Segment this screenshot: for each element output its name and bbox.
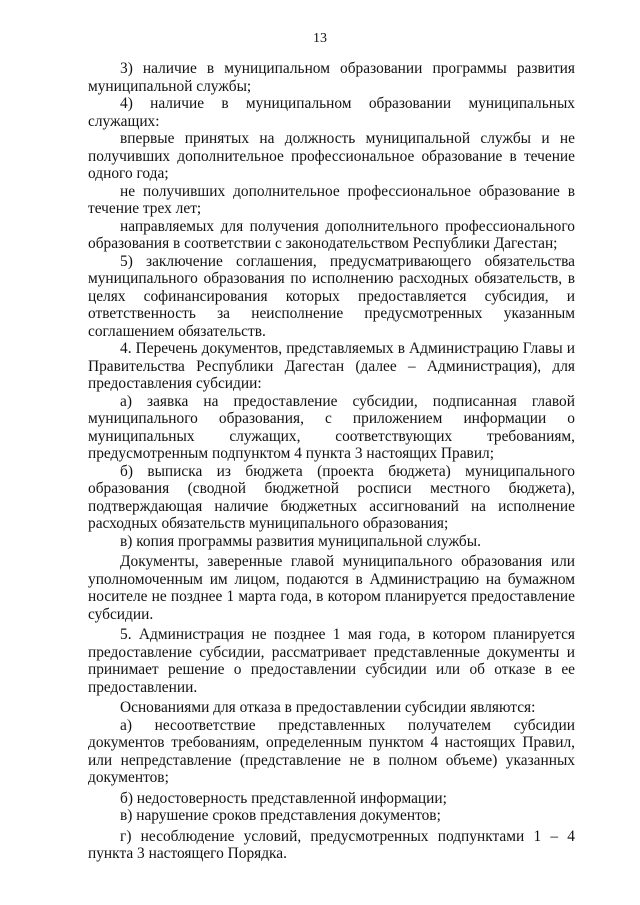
paragraph-refusal-g: г) несоблюдение условий, предусмотренных подпунктами 1 – 4 пункта 3 настоящего Порядка. [88, 827, 575, 862]
paragraph-item-v-program-copy: в) копия программы развития муниципальной службы. [120, 532, 481, 550]
paragraph-section-4: 4. Перечень документов, представляемых в Администрацию Главы и Правительства Республики Дагестан (далее – Администрация), для предоставления субсидии: [88, 340, 575, 392]
paragraph-item-4: 4) наличие в муниципальном образовании муниципальных служащих: [88, 95, 575, 130]
page-number: 13 [313, 31, 327, 46]
paragraph-item-3: 3) наличие в муниципальном образовании программы развития муниципальной службы; [88, 60, 575, 95]
document-body [88, 60, 575, 863]
paragraph-refusal-a: а) несоответствие представленных получателем субсидии документов требованиям, определенным пунктом 4 настоящих Правил, или непредставление (представление не в полном объеме) указанных документов; [88, 716, 575, 786]
paragraph-first-time-employees: впервые принятых на должность муниципальной службы и не получивших дополнительное профессиональное образование в течение одного года; [88, 130, 575, 182]
paragraph-documents-submission: Документы, заверенные главой муниципального образования или уполномоченным им лицом, подаются в Администрацию на бумажном носителе не позднее 1 марта года, в котором планируется предоставление субсидии. [88, 553, 575, 623]
paragraph-refusal-grounds: Основаниями для отказа в предоставлении субсидии являются: [120, 699, 536, 716]
paragraph-item-b-budget-extract: б) выписка из бюджета (проекта бюджета) муниципального образования (сводной бюджетной росписи местного бюджета), подтверждающая наличие бюджетных ассигнований на исполнение расходных обязательств муниципального образования; [88, 462, 575, 532]
paragraph-item-a-application: а) заявка на предоставление субсидии, подписанная главой муниципального образования, с приложением информации о муниципальных служащих, соответствующих требованиям, предусмотренным подпунктом 4 пункта 3 настоящих Правил; [88, 392, 575, 462]
paragraph-item-5-agreement: 5) заключение соглашения, предусматривающего обязательства муниципального образования по исполнению расходных обязательств, в целях софинансирования которых предоставляется субсидия, и ответственность за неисполнение предусмотренных указанным соглашением обязательств. [88, 252, 575, 340]
paragraph-section-5: 5. Администрация не позднее 1 мая года, в котором планируется предоставление субсидии, рассматривает представленные документы и принимает решение о предоставлении субсидии или об отказе в ее предоставлении. [88, 626, 575, 696]
paragraph-sent-for-training: направляемых для получения дополнительного профессионального образования в соответствии с законодательством Республики Дагестан; [88, 217, 575, 252]
paragraph-refusal-v: в) нарушение сроков представления документов; [120, 807, 441, 824]
paragraph-no-training-three-years: не получивших дополнительное профессиональное образование в течение трех лет; [88, 182, 575, 217]
paragraph-refusal-b: б) недостоверность представленной информации; [120, 789, 447, 807]
